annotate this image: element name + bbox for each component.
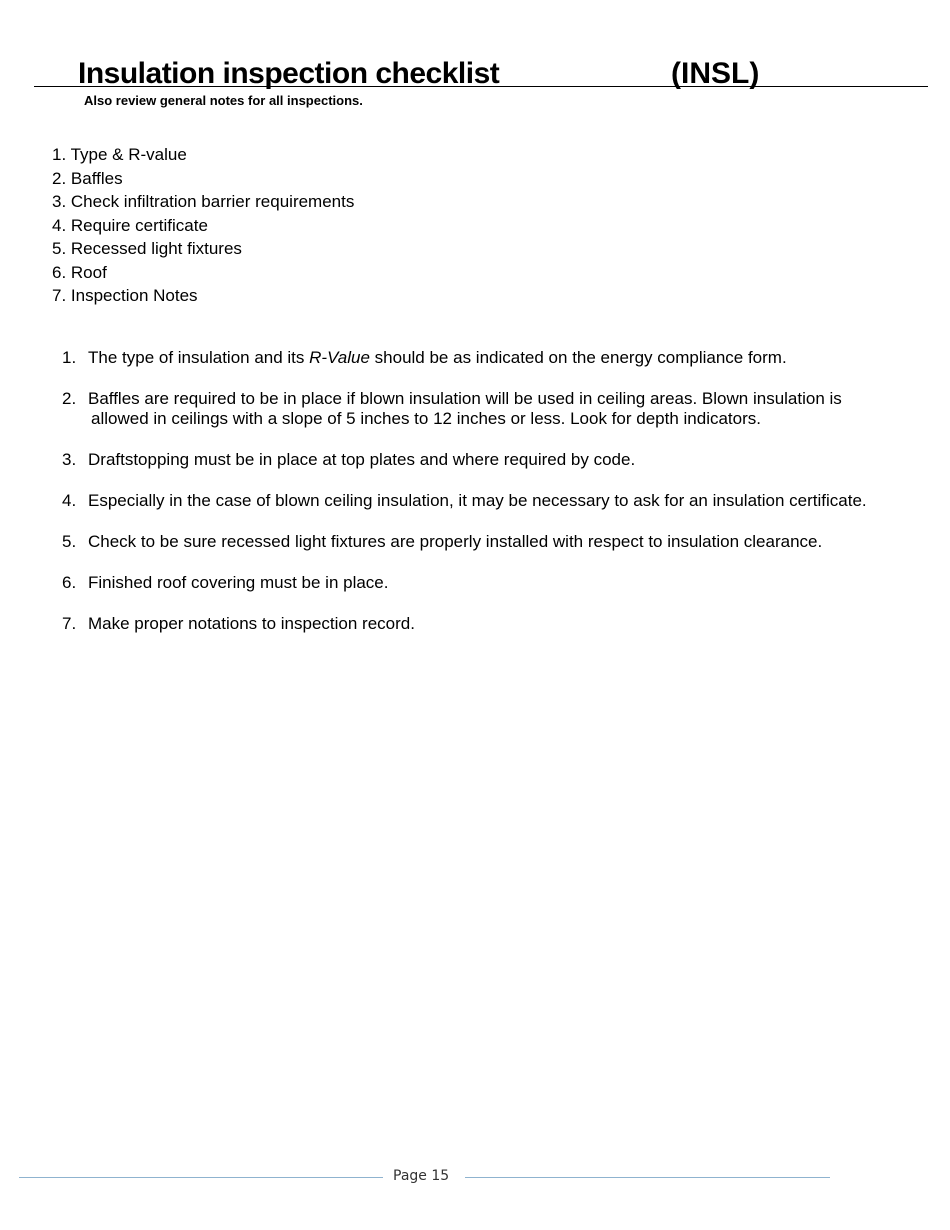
detail-text: Make proper notations to inspection record.	[88, 614, 415, 633]
summary-item: 2. Baffles	[52, 168, 123, 188]
detail-item-notes	[60, 614, 910, 634]
detail-text: Draftstopping must be in place at top plates and where required by code.	[88, 450, 636, 469]
summary-item: 4. Require certificate	[52, 215, 208, 235]
detail-text: Check to be sure recessed light fixtures are properly installed with respect to insulation clearance.	[88, 532, 823, 551]
detail-item-roof	[60, 573, 910, 593]
inspection-code: (INSL)	[671, 57, 760, 90]
detail-text-continued: allowed in ceilings with a slope of 5 inches to 12 inches or less. Look for depth indicators.	[91, 409, 761, 428]
detail-emphasis: R-Value	[309, 348, 370, 367]
detail-text: Baffles are required to be in place if blown insulation will be used in ceiling areas. Blown insulation is	[88, 389, 842, 408]
page-number: Page 15	[393, 1168, 450, 1184]
detail-text: should be as indicated on the energy compliance form.	[369, 348, 787, 367]
footer-rule-left	[19, 1177, 383, 1178]
page-footer	[0, 1166, 950, 1190]
detail-number: 1.	[62, 348, 77, 367]
page-subtitle: Also review general notes for all inspections.	[84, 93, 363, 108]
summary-item: 3. Check infiltration barrier requirements	[52, 192, 355, 211]
summary-item: 6. Roof	[52, 262, 107, 282]
page-title: Insulation inspection checklist	[78, 57, 500, 90]
detail-number: 4.	[62, 491, 77, 510]
detail-item-baffles	[60, 389, 910, 429]
detail-number: 2.	[62, 389, 77, 408]
footer-rule-right	[465, 1177, 830, 1178]
detail-number: 7.	[62, 614, 77, 633]
detail-number: 3.	[62, 450, 77, 469]
detail-item-draftstopping	[60, 450, 910, 470]
detail-item-type-r-value	[60, 348, 910, 368]
summary-item: 7. Inspection Notes	[52, 286, 198, 305]
detail-item-certificate	[60, 491, 910, 511]
summary-item: 1. Type & R-value	[52, 145, 187, 164]
detail-item-recessed-lights	[60, 532, 910, 552]
detail-text: The type of insulation and its	[88, 348, 310, 367]
summary-item: 5. Recessed light fixtures	[52, 239, 242, 258]
detail-text: Finished roof covering must be in place.	[88, 573, 389, 592]
detail-number: 5.	[62, 532, 77, 551]
checklist-details	[60, 348, 910, 655]
detail-text: Especially in the case of blown ceiling insulation, it may be necessary to ask for an insulation certificate.	[88, 491, 867, 510]
checklist-summary	[52, 143, 354, 308]
detail-number: 6.	[62, 573, 77, 592]
